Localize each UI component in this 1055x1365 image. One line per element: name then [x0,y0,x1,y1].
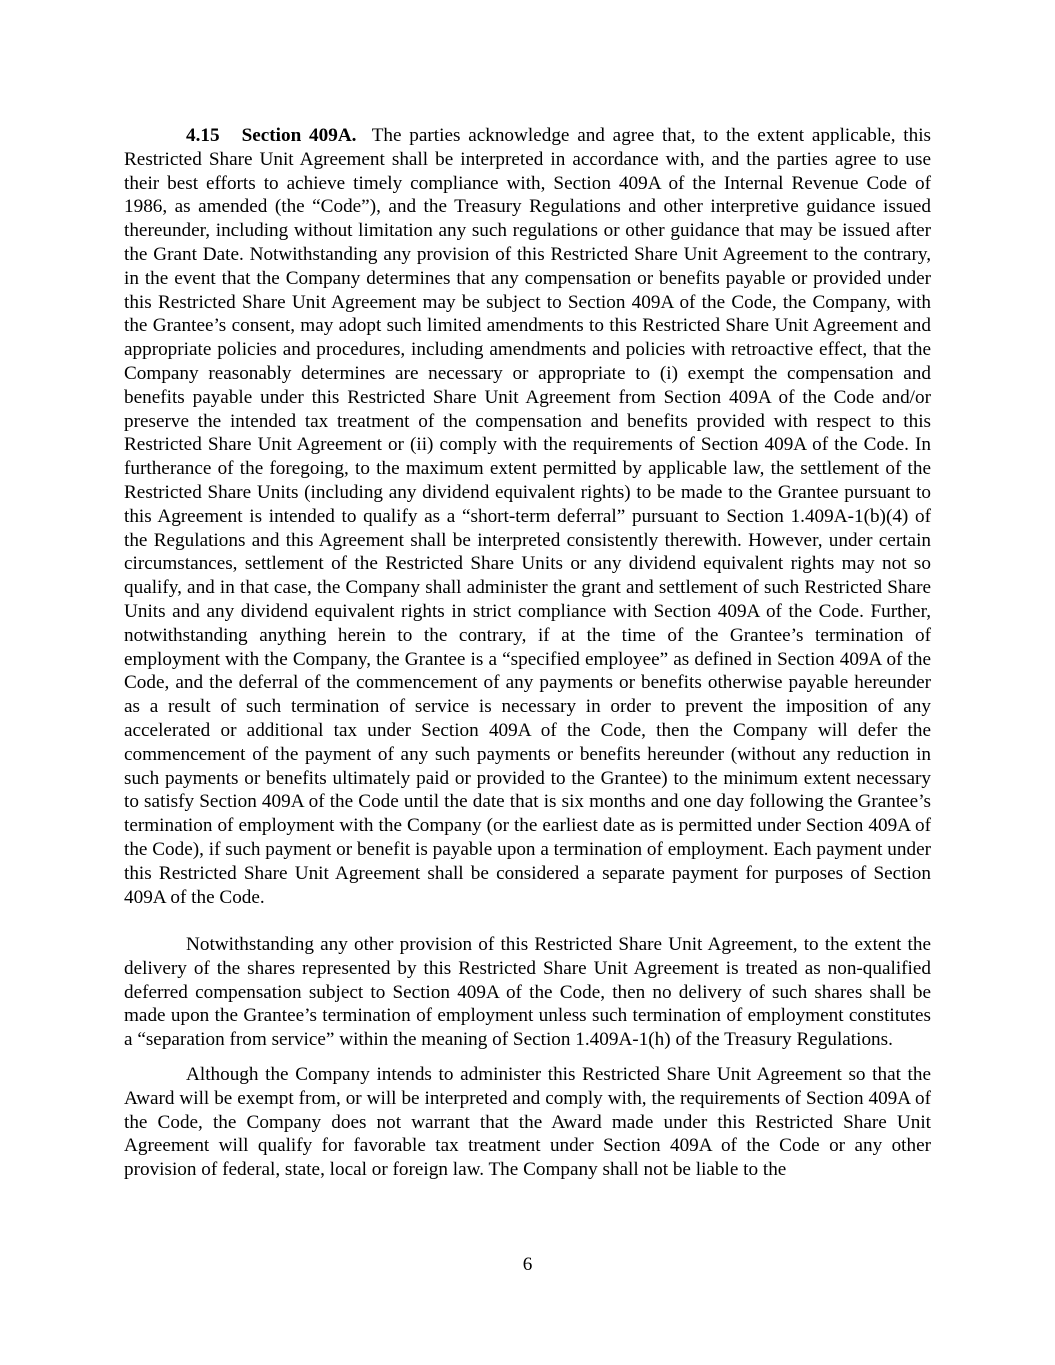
section-body: The parties acknowledge and agree that, to the extent applicable, this Restricted Share Unit Agreement shall be interpreted in accordance with, and the parties agree to use their best efforts to achieve timely compliance with, Section 409A of the Internal Revenue Code of 1986, as amended (the “Code”), and the Treasury Regulations and other interpretive guidance issued thereunder, including without limitation any such regulations or other guidance that may be issued after the Grant Date. Notwithstanding any provision of this Restricted Share Unit Agreement to the contrary, in the event that the Company determines that any compensation or benefits payable or provided under this Restricted Share Unit Agreement may be subject to Section 409A of the Code, the Company, with the Grantee’s consent, may adopt such limited amendments to this Restricted Share Unit Agreement and appropriate policies and procedures, including amendments and policies with retroactive effect, that the Company reasonably determines are necessary or appropriate to (i) exempt the compensation and benefits payable under this Restricted Share Unit Agreement from Section 409A of the Code and/or preserve the intended tax treatment of the compensation and benefits provided with respect to this Restricted Share Unit Agreement or (ii) comply with the requirements of Section 409A of the Code. In furtherance of the foregoing, to the maximum extent permitted by applicable law, the settlement of the Restricted Share Units (including any dividend equivalent rights) to be made to the Grantee pursuant to this Agreement is intended to qualify as a “short-term deferral” pursuant to Section 1.409A-1(b)(4) of the Regulations and this Agreement shall be interpreted consistently therewith. However, under certain circumstances, settlement of the Restricted Share Units or any dividend equivalent rights may not so qualify, and in that case, the Company shall administer the grant and settlement of such Restricted Share Units and any dividend equivalent rights in strict compliance with Section 409A of the Code. Further, notwithstanding anything herein to the contrary, if at the time of the Grantee’s termination of employment with the Company, the Grantee is a “specified employee” as defined in Section 409A of the Code, and the deferral of the commencement of any payments or benefits otherwise payable hereunder as a result of such termination of service is necessary in order to prevent the imposition of any accelerated or additional tax under Section 409A of the Code, then the Company will defer the commencement of the payment of any such payments or benefits hereunder (without any reduction in such payments or benefits ultimately paid or provided to the Grantee) to the minimum extent necessary to satisfy Section 409A of the Code until the date that is six months and one day following the Grantee’s termination of employment with the Company (or the earliest date as is permitted under Section 409A of the Code), if such payment or benefit is payable upon a termination of employment. Each payment under this Restricted Share Unit Agreement shall be considered a separate payment for purposes of Section 409A of the Code. [124,125,932,908]
page-number: 6 [522,1254,533,1275]
no-warranty-paragraph: Although the Company intends to administer this Restricted Share Unit Agreement so that the Award will be exempt from, or will be interpreted and comply with, the requirements of Section 409A of the Code, the Company does not warrant that the Award made under this Restricted Share Unit Agreement will qualify for favorable tax treatment under Section 409A of the Code or any other provision of federal, state, local or foreign law. The Company shall not be liable to the [124,1064,931,1181]
section-title: Section 409A. [241,125,357,146]
section-4-15-paragraph [124,124,931,909]
document-page [124,124,931,1182]
separation-from-service-paragraph: Notwithstanding any other provision of this Restricted Share Unit Agreement, to the extent the delivery of the shares represented by this Restricted Share Unit Agreement is treated as non-qualified deferred compensation subject to Section 409A of the Code, then no delivery of such shares shall be made upon the Grantee’s termination of employment unless such termination of employment constitutes a “separation from service” within the meaning of Section 1.409A-1(h) of the Treasury Regulations. [124,934,931,1051]
section-number: 4.15 [186,125,220,146]
